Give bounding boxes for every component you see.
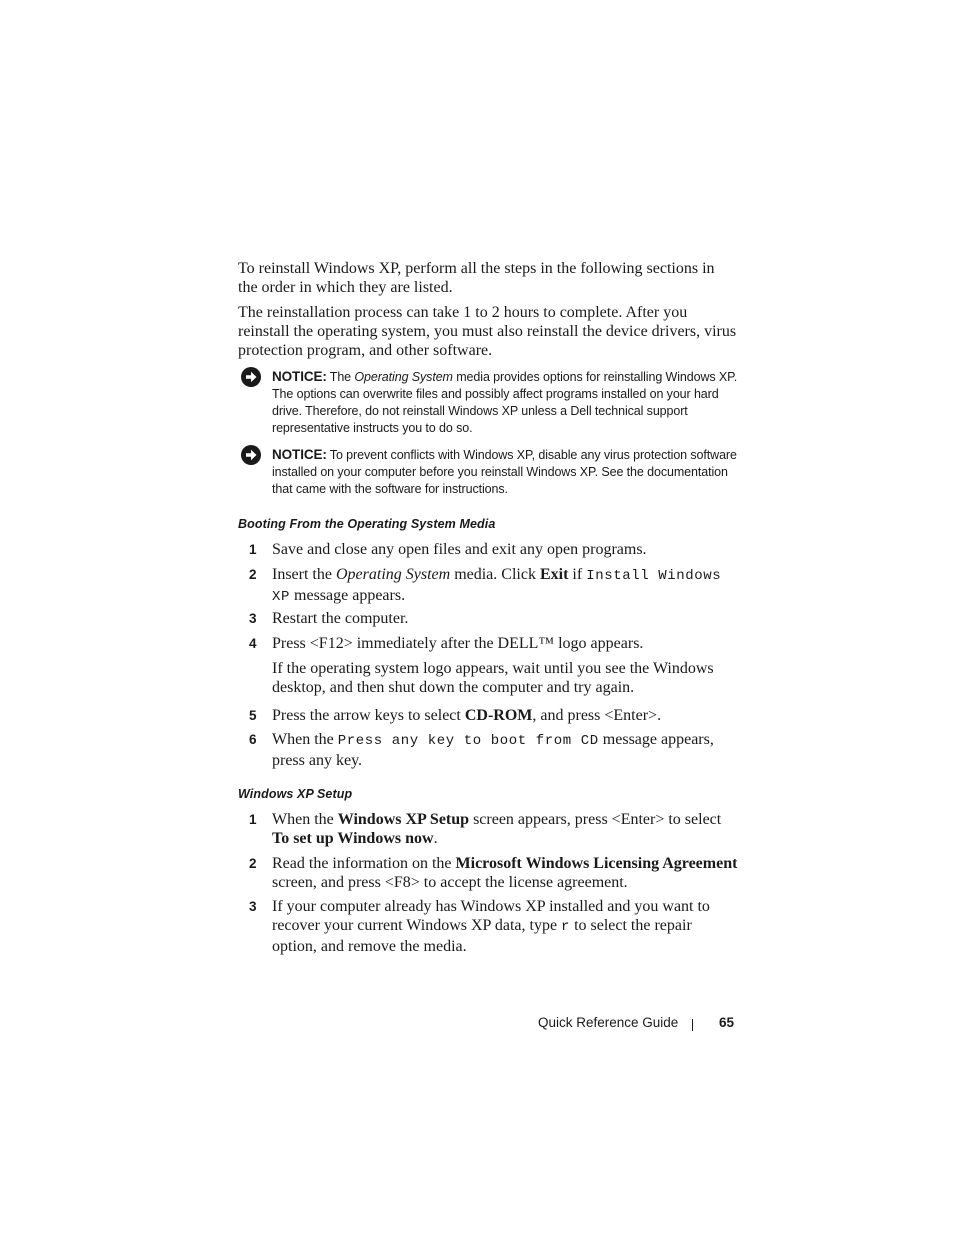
footer-separator bbox=[692, 1019, 693, 1031]
text-segment: message appears. bbox=[290, 587, 406, 604]
text-segment: Insert the bbox=[272, 566, 336, 583]
code-text: Install Windows XP bbox=[272, 568, 722, 605]
text-segment: Read the information on the bbox=[272, 855, 456, 872]
step-text: Restart the computer. bbox=[272, 610, 409, 627]
step-text bbox=[272, 706, 738, 725]
step-text bbox=[272, 897, 738, 956]
text-segment: screen, and press <F8> to accept the license agreement. bbox=[272, 874, 628, 891]
notice-label: NOTICE: bbox=[272, 447, 327, 462]
intro-paragraph-1: To reinstall Windows XP, perform all the steps in the following sections in the order in which they are listed. bbox=[238, 260, 715, 296]
step-number: 5 bbox=[249, 708, 257, 723]
intro-paragraph-2: The reinstallation process can take 1 to 2 hours to complete. After you reinstall the operating system, you must also reinstall the device drivers, virus protection program, and other software. bbox=[238, 304, 737, 359]
notice-text-2 bbox=[272, 446, 738, 498]
notice-text-1 bbox=[272, 368, 738, 437]
text-segment: When the bbox=[272, 731, 338, 748]
text-segment: If your computer already has Windows XP installed and you want to recover your current Windows XP data, type bbox=[272, 898, 710, 934]
step-text: Press <F12> immediately after the DELL™ logo appears. bbox=[272, 635, 644, 652]
bold-term: Windows XP Setup bbox=[337, 811, 470, 828]
italic-term: Operating System bbox=[335, 566, 451, 583]
text-segment: if bbox=[568, 566, 587, 583]
page-number: 65 bbox=[719, 1015, 735, 1030]
section-heading-booting: Booting From the Operating System Media bbox=[238, 517, 496, 531]
step-number: 3 bbox=[249, 611, 257, 626]
bold-term: Exit bbox=[539, 566, 569, 583]
text-segment: screen appears, press <Enter> to select bbox=[469, 811, 722, 828]
notice-text-segment: The bbox=[329, 370, 355, 384]
text-segment: message appears, press any key. bbox=[272, 731, 714, 769]
step-number: 2 bbox=[249, 856, 257, 871]
text-segment: , and press <Enter>. bbox=[532, 707, 662, 724]
text-segment: media. Click bbox=[450, 566, 540, 583]
step-number: 1 bbox=[249, 812, 257, 827]
step-number: 1 bbox=[249, 542, 257, 557]
bold-term: Microsoft Windows Licensing Agreement bbox=[455, 855, 738, 872]
text-segment: . bbox=[433, 830, 438, 847]
notice-text-segment: To prevent conflicts with Windows XP, disable any virus protection software installed on your computer before you reinstall Windows XP. See the documentation that came with the software for instructions. bbox=[272, 448, 737, 496]
text-segment: to select the repair option, and remove the media. bbox=[272, 917, 692, 955]
text-segment: Press the arrow keys to select bbox=[272, 707, 465, 724]
bold-term: To set up Windows now bbox=[272, 830, 434, 847]
step-number: 4 bbox=[249, 636, 257, 651]
step-number: 2 bbox=[249, 567, 257, 582]
text-segment: When the bbox=[272, 811, 338, 828]
step-text: Save and close any open files and exit any open programs. bbox=[272, 541, 647, 558]
notice-arrow-icon bbox=[241, 445, 261, 465]
step-text bbox=[272, 730, 738, 770]
step-text bbox=[272, 810, 738, 848]
step-number: 6 bbox=[249, 732, 257, 747]
notice-label: NOTICE: bbox=[272, 369, 327, 384]
code-text: Press any key to boot from CD bbox=[337, 733, 599, 749]
section-heading-setup: Windows XP Setup bbox=[238, 787, 353, 801]
step-text bbox=[272, 565, 738, 607]
notice-arrow-icon bbox=[241, 367, 261, 387]
bold-term: CD-ROM bbox=[464, 707, 533, 724]
notice-italic-term: Operating System bbox=[354, 370, 453, 384]
step-number: 3 bbox=[249, 899, 257, 914]
notice-text-segment: media provides options for reinstalling Windows XP. The options can overwrite files and possibly affect programs installed on your hard drive. Therefore, do not reinstall Windows XP unless a Dell technical support representative instructs you to do so. bbox=[272, 370, 738, 435]
code-text: r bbox=[561, 919, 571, 935]
footer-guide-title: Quick Reference Guide bbox=[538, 1015, 679, 1030]
step-text bbox=[272, 854, 738, 892]
step-note: If the operating system logo appears, wait until you see the Windows desktop, and then shut down the computer and try again. bbox=[272, 660, 714, 696]
